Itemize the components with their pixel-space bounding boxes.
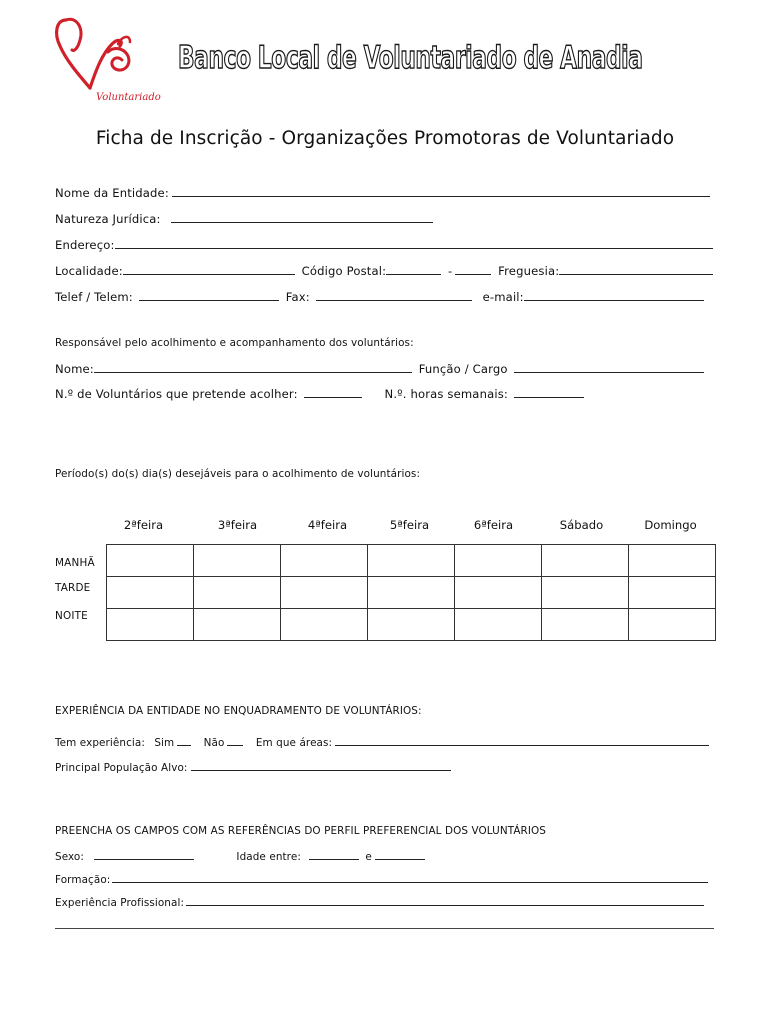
header-title: Banco Local de Voluntariado de Anadia [178,40,643,76]
schedule-cell[interactable] [542,545,629,577]
logo-text: Voluntariado [96,92,161,103]
schedule-cell[interactable] [368,577,455,609]
row-label-noite: NOITE [55,610,88,622]
blank-experiencia-profissional[interactable] [186,895,704,906]
periodos-heading: Período(s) do(s) dia(s) desejáveis para o acolhimento de voluntários: [55,468,421,480]
blank-nao[interactable] [227,735,243,746]
logo [52,8,162,104]
label-sexo: Sexo: [55,851,84,863]
label-localidade: Localidade: [55,264,123,278]
row-label-manha: MANHÃ [55,557,95,569]
blank-endereco[interactable] [115,238,713,249]
row-label-tarde: TARDE [55,582,91,594]
day-header: Sábado [559,518,604,532]
label-formacao: Formação: [55,874,111,886]
blank-idade-max[interactable] [375,849,425,860]
day-header: 3ªfeira [217,518,258,532]
field-localidade-row [55,264,716,278]
label-experiencia-profissional: Experiência Profissional: [55,897,185,909]
schedule-cell[interactable] [194,609,281,641]
blank-idade-min[interactable] [309,849,359,860]
label-endereco: Endereço: [55,238,115,252]
day-header: 6ªfeira [473,518,514,532]
label-email: e-mail: [482,290,524,304]
logo-heart-icon [52,8,162,104]
label-idade: Idade entre: [236,851,301,863]
day-header: 4ªfeira [307,518,348,532]
field-sexo-idade-row [55,849,428,863]
schedule-cell[interactable] [629,545,716,577]
day-header: Domingo [644,518,697,532]
label-nao: Não [203,737,225,749]
schedule-row-noite [107,609,716,641]
schedule-cell[interactable] [281,545,368,577]
field-populacao[interactable] [55,760,454,774]
blank-nome-entidade[interactable] [172,186,710,197]
label-horas: N.º. horas semanais: [384,387,508,401]
schedule-cell[interactable] [542,577,629,609]
blank-codigo-postal-2[interactable] [455,264,491,275]
schedule-cell[interactable] [107,545,194,577]
label-sim: Sim [154,737,175,749]
day-header: 2ªfeira [123,518,164,532]
blank-responsavel-nome[interactable] [94,362,412,373]
codigo-separator: - [447,264,453,278]
blank-freguesia[interactable] [559,264,713,275]
blank-sim[interactable] [177,735,191,746]
form-title: Ficha de Inscrição - Organizações Promotoras de Voluntariado [95,128,675,149]
field-formacao[interactable] [55,872,711,886]
blank-horas[interactable] [514,387,584,398]
label-freguesia: Freguesia: [498,264,560,278]
schedule-row-tarde [107,577,716,609]
schedule-row-manha [107,545,716,577]
responsavel-heading: Responsável pelo acolhimento e acompanhamento dos voluntários: [55,337,414,349]
blank-experiencia-profissional-continuation[interactable] [55,928,714,929]
blank-num-voluntarios[interactable] [304,387,362,398]
schedule-grid [106,544,716,641]
field-endereco[interactable] [55,238,716,252]
blank-funcao[interactable] [514,362,704,373]
day-header: 5ªfeira [389,518,430,532]
experiencia-heading: EXPERIÊNCIA DA ENTIDADE NO ENQUADRAMENTO DE VOLUNTÁRIOS: [55,705,422,717]
schedule-cell[interactable] [107,609,194,641]
blank-natureza[interactable] [171,212,433,223]
label-tem-experiencia: Tem experiência: [55,737,145,749]
label-populacao: Principal População Alvo: [55,762,188,774]
field-natureza[interactable] [55,212,436,226]
schedule-cell[interactable] [455,545,542,577]
schedule-cell[interactable] [455,577,542,609]
schedule-cell[interactable] [368,609,455,641]
blank-formacao[interactable] [112,872,708,883]
blank-areas[interactable] [335,735,709,746]
blank-localidade[interactable] [123,264,295,275]
blank-email[interactable] [524,290,704,301]
schedule-cell[interactable] [194,577,281,609]
schedule-cell[interactable] [281,609,368,641]
blank-codigo-postal-1[interactable] [386,264,441,275]
field-voluntarios-row [55,387,587,401]
schedule-cell[interactable] [107,577,194,609]
label-codigo-postal: Código Postal: [301,264,387,278]
blank-telef[interactable] [139,290,279,301]
schedule-cell[interactable] [281,577,368,609]
perfil-heading: PREENCHA OS CAMPOS COM AS REFERÊNCIAS DO PERFIL PREFERENCIAL DOS VOLUNTÁRIOS [55,825,547,837]
blank-sexo[interactable] [94,849,194,860]
field-nome-entidade[interactable] [55,186,713,200]
schedule-cell[interactable] [455,609,542,641]
blank-populacao[interactable] [191,760,451,771]
label-areas: Em que áreas: [255,737,333,749]
field-responsavel-row [55,362,707,376]
schedule-cell[interactable] [629,577,716,609]
schedule-cell[interactable] [542,609,629,641]
field-contactos-row [55,290,707,304]
schedule-cell[interactable] [194,545,281,577]
label-num-voluntarios: N.º de Voluntários que pretende acolher: [55,387,298,401]
schedule-cell[interactable] [629,609,716,641]
label-telef: Telef / Telem: [55,290,133,304]
label-natureza: Natureza Jurídica: [55,212,161,226]
blank-fax[interactable] [316,290,472,301]
label-nome-entidade: Nome da Entidade: [55,186,169,200]
label-funcao: Função / Cargo [418,362,508,376]
field-experiencia-row [55,735,712,749]
schedule-cell[interactable] [368,545,455,577]
label-fax: Fax: [285,290,310,304]
label-idade-e: e [365,851,372,863]
field-experiencia-profissional[interactable] [55,895,707,909]
label-responsavel-nome: Nome: [55,362,94,376]
